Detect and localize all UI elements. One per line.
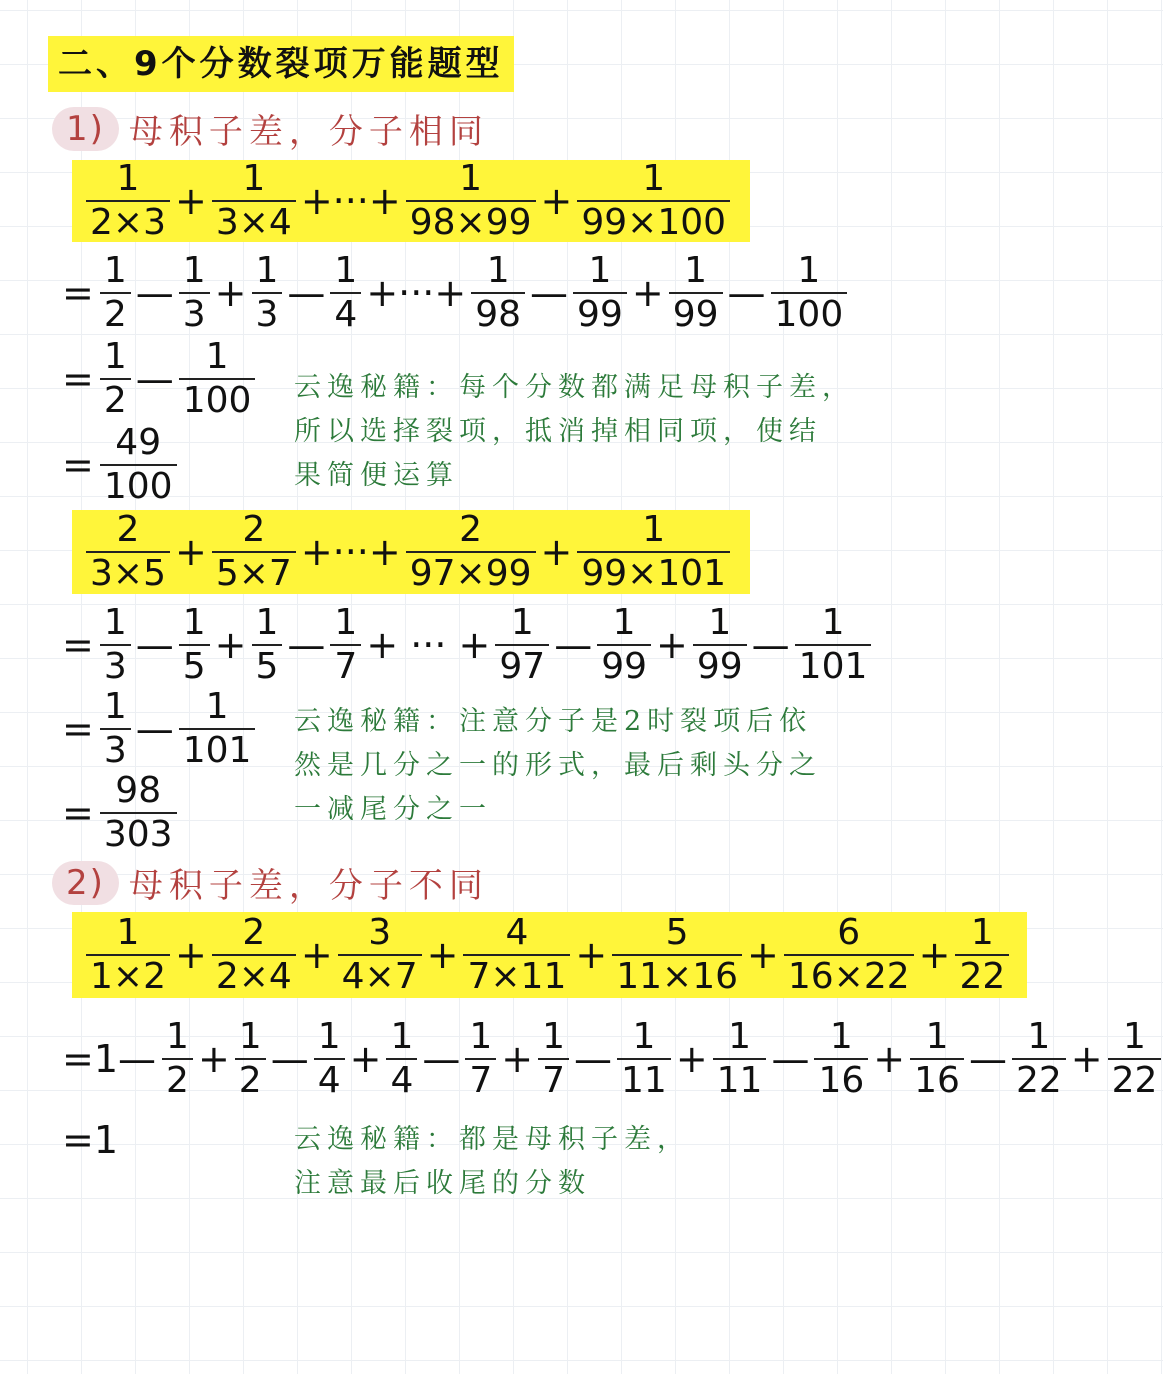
fraction bbox=[86, 158, 170, 243]
tip-line: 果简便运算 bbox=[294, 460, 459, 491]
tip-line: 云逸秘籍：每个分数都满足母积子差， bbox=[294, 372, 855, 403]
operator: — bbox=[135, 357, 174, 401]
subsection-1-heading bbox=[52, 104, 489, 153]
operator: +···+ bbox=[366, 271, 467, 315]
example-1-result bbox=[62, 424, 179, 506]
denominator: 22 bbox=[955, 954, 1009, 995]
example-2-expression bbox=[72, 510, 750, 594]
numerator: 4 bbox=[505, 912, 529, 953]
operator: + bbox=[675, 1037, 708, 1081]
subsection-2-heading bbox=[52, 858, 489, 907]
tip-line: 云逸秘籍：都是母积子差， bbox=[294, 1124, 690, 1155]
numerator: 49 bbox=[115, 422, 162, 463]
denominator: 3×4 bbox=[212, 200, 296, 241]
numerator: 1 bbox=[238, 1016, 262, 1057]
numerator: 1 bbox=[242, 158, 266, 199]
numerator: 1 bbox=[970, 912, 994, 953]
denominator: 2 bbox=[162, 1058, 193, 1099]
subsection-2-number: 2) bbox=[52, 861, 119, 905]
denominator: 7 bbox=[330, 644, 361, 685]
denominator: 98 bbox=[471, 292, 525, 333]
numerator: 2 bbox=[459, 509, 483, 550]
denominator: 22 bbox=[1012, 1058, 1066, 1099]
operator: + bbox=[300, 933, 333, 977]
operator: — bbox=[771, 1037, 810, 1081]
operator: +···+ bbox=[300, 179, 401, 223]
operator: — bbox=[574, 1037, 612, 1081]
operator: — bbox=[968, 1037, 1007, 1081]
denominator: 4 bbox=[386, 1058, 417, 1099]
denominator: 16 bbox=[814, 1058, 868, 1099]
numerator: 1 bbox=[642, 158, 666, 199]
tip-line: 一减尾分之一 bbox=[294, 794, 492, 825]
operator: + bbox=[174, 179, 207, 223]
fraction bbox=[771, 250, 848, 335]
operator: + bbox=[918, 933, 951, 977]
fraction bbox=[577, 158, 730, 243]
denominator: 303 bbox=[100, 812, 177, 853]
denominator: 5×7 bbox=[212, 551, 296, 592]
fraction bbox=[538, 1016, 569, 1101]
denominator: 99×101 bbox=[577, 551, 730, 592]
denominator: 11 bbox=[617, 1058, 671, 1099]
fraction bbox=[495, 602, 549, 687]
numerator: 1 bbox=[103, 686, 127, 727]
fraction bbox=[597, 602, 651, 687]
denominator: 2×3 bbox=[86, 200, 170, 241]
fraction bbox=[252, 250, 283, 335]
tip-line: 注意最后收尾的分数 bbox=[294, 1168, 591, 1199]
equals-sign: = bbox=[62, 791, 94, 835]
numerator: 1 bbox=[116, 912, 140, 953]
subsection-1-number: 1) bbox=[52, 107, 119, 151]
denominator: 7 bbox=[538, 1058, 569, 1099]
fraction bbox=[162, 1016, 193, 1101]
denominator: 11×16 bbox=[612, 954, 742, 995]
fraction bbox=[669, 250, 723, 335]
numerator: 1 bbox=[542, 1016, 565, 1057]
fraction bbox=[179, 336, 256, 421]
fraction bbox=[252, 602, 283, 687]
operator: — bbox=[554, 623, 593, 667]
fraction bbox=[212, 158, 296, 243]
numerator: 1 bbox=[632, 1016, 656, 1057]
denominator: 99 bbox=[573, 292, 627, 333]
denominator: 5 bbox=[179, 644, 210, 685]
denominator: 5 bbox=[252, 644, 283, 685]
denominator: 99 bbox=[693, 644, 747, 685]
equals-sign: = bbox=[62, 271, 94, 315]
numerator: 1 bbox=[103, 336, 127, 377]
operator: — bbox=[287, 271, 326, 315]
operator: + bbox=[747, 933, 779, 977]
denominator: 4 bbox=[314, 1058, 345, 1099]
operator: — bbox=[422, 1037, 461, 1081]
numerator: 1 bbox=[642, 509, 666, 550]
numerator: 1 bbox=[925, 1016, 949, 1057]
numerator: 1 bbox=[116, 158, 140, 199]
fraction bbox=[386, 1016, 417, 1101]
denominator: 99 bbox=[597, 644, 651, 685]
denominator: 11 bbox=[713, 1058, 767, 1099]
numerator: 1 bbox=[334, 602, 358, 643]
numerator: 1 bbox=[510, 602, 534, 643]
numerator: 6 bbox=[837, 912, 861, 953]
example-2-step-1 bbox=[62, 604, 873, 686]
numerator: 1 bbox=[103, 250, 127, 291]
fraction bbox=[179, 686, 256, 771]
denominator: 16 bbox=[910, 1058, 964, 1099]
equals-sign: = bbox=[62, 623, 94, 667]
fraction bbox=[100, 770, 177, 855]
subsection-2-label: 母积子差，分子不同 bbox=[128, 866, 489, 906]
denominator: 16×22 bbox=[784, 954, 914, 995]
denominator: 4×7 bbox=[338, 954, 422, 995]
subsection-1-label: 母积子差，分子相同 bbox=[128, 112, 489, 152]
denominator: 3×5 bbox=[86, 551, 170, 592]
numerator: 1 bbox=[390, 1016, 414, 1057]
denominator: 3 bbox=[100, 644, 131, 685]
operator: + bbox=[575, 933, 608, 977]
operator: + bbox=[1070, 1037, 1103, 1081]
fraction bbox=[86, 509, 170, 594]
fraction bbox=[573, 250, 627, 335]
numerator: 1 bbox=[182, 250, 206, 291]
fraction bbox=[1012, 1016, 1066, 1101]
numerator: 3 bbox=[368, 912, 392, 953]
numerator: 98 bbox=[115, 770, 162, 811]
fraction bbox=[100, 602, 131, 687]
fraction bbox=[617, 1016, 671, 1101]
denominator: 3 bbox=[100, 728, 131, 769]
example-1-step-2 bbox=[62, 338, 257, 420]
denominator: 97×99 bbox=[406, 551, 536, 592]
numerator: 1 bbox=[684, 250, 708, 291]
denominator: 1×2 bbox=[86, 954, 170, 995]
operator: + bbox=[214, 271, 247, 315]
fraction bbox=[100, 250, 131, 335]
operator: + bbox=[631, 271, 664, 315]
numerator: 2 bbox=[116, 509, 140, 550]
fraction bbox=[814, 1016, 868, 1101]
fraction bbox=[86, 912, 170, 997]
operator: — bbox=[135, 271, 174, 315]
example-1-tip bbox=[294, 366, 894, 498]
fraction bbox=[179, 250, 210, 335]
denominator: 101 bbox=[179, 728, 256, 769]
operator: + bbox=[656, 623, 688, 667]
tip-line: 云逸秘籍：注意分子是2时裂项后依 bbox=[294, 706, 813, 737]
numerator: 1 bbox=[255, 602, 279, 643]
numerator: 1 bbox=[469, 1016, 493, 1057]
denominator: 99 bbox=[669, 292, 723, 333]
operator: + bbox=[174, 933, 207, 977]
denominator: 100 bbox=[771, 292, 848, 333]
fraction bbox=[1108, 1016, 1162, 1101]
operator: + ··· + bbox=[366, 623, 491, 667]
fraction bbox=[212, 509, 296, 594]
fraction bbox=[955, 912, 1009, 997]
numerator: 1 bbox=[459, 158, 483, 199]
fraction bbox=[212, 912, 296, 997]
operator: + bbox=[197, 1037, 230, 1081]
fraction bbox=[330, 602, 361, 687]
fraction bbox=[235, 1016, 266, 1101]
numerator: 1 bbox=[728, 1016, 752, 1057]
numerator: 1 bbox=[334, 250, 358, 291]
numerator: 1 bbox=[103, 602, 127, 643]
operator: + bbox=[540, 530, 573, 574]
fraction bbox=[471, 250, 525, 335]
operator: +···+ bbox=[300, 530, 401, 574]
numerator: 1 bbox=[166, 1016, 189, 1057]
denominator: 2 bbox=[100, 378, 131, 419]
denominator: 7×11 bbox=[463, 954, 570, 995]
denominator: 3 bbox=[179, 292, 210, 333]
numerator: 1 bbox=[797, 250, 821, 291]
operator: + bbox=[349, 1037, 382, 1081]
numerator: 2 bbox=[242, 509, 266, 550]
denominator: 100 bbox=[179, 378, 256, 419]
fraction bbox=[465, 1016, 496, 1101]
denominator: 7 bbox=[465, 1058, 496, 1099]
denominator: 97 bbox=[495, 644, 549, 685]
denominator: 99×100 bbox=[577, 200, 730, 241]
fraction bbox=[100, 686, 131, 771]
fraction bbox=[406, 509, 536, 594]
denominator: 2 bbox=[235, 1058, 266, 1099]
fraction bbox=[463, 912, 570, 997]
fraction bbox=[330, 250, 361, 335]
denominator: 2 bbox=[100, 292, 131, 333]
operator: — bbox=[287, 623, 326, 667]
example-1-step-1 bbox=[62, 252, 849, 334]
operator: — bbox=[727, 271, 766, 315]
example-3-step-1 bbox=[62, 1018, 1163, 1100]
operator: + bbox=[214, 623, 247, 667]
operator: + bbox=[540, 179, 573, 223]
fraction bbox=[179, 602, 210, 687]
example-2-tip bbox=[294, 700, 894, 832]
numerator: 1 bbox=[588, 250, 612, 291]
example-3-expression bbox=[72, 912, 1027, 998]
fraction bbox=[795, 602, 872, 687]
tip-line: 然是几分之一的形式，最后剩头分之 bbox=[294, 750, 822, 781]
denominator: 100 bbox=[100, 464, 177, 505]
fraction bbox=[612, 912, 742, 997]
denominator: 22 bbox=[1108, 1058, 1162, 1099]
example-3-tip bbox=[294, 1118, 894, 1206]
numerator: 1 bbox=[255, 250, 279, 291]
operator: — bbox=[270, 1037, 309, 1081]
operator: + bbox=[426, 933, 459, 977]
fraction bbox=[784, 912, 914, 997]
operator: — bbox=[751, 623, 790, 667]
numerator: 1 bbox=[821, 602, 845, 643]
operator: + bbox=[174, 530, 207, 574]
denominator: 98×99 bbox=[406, 200, 536, 241]
fraction bbox=[406, 158, 536, 243]
denominator: 4 bbox=[330, 292, 361, 333]
example-3-result bbox=[62, 1118, 122, 1162]
numerator: 1 bbox=[708, 602, 732, 643]
denominator: 3 bbox=[252, 292, 283, 333]
numerator: 1 bbox=[205, 686, 229, 727]
numerator: 1 bbox=[486, 250, 510, 291]
numerator: 1 bbox=[1027, 1016, 1051, 1057]
fraction bbox=[100, 336, 131, 421]
equals-sign: = bbox=[62, 443, 94, 487]
operator: + bbox=[873, 1037, 906, 1081]
equals-sign: =1— bbox=[62, 1037, 157, 1081]
numerator: 1 bbox=[829, 1016, 853, 1057]
example-2-result bbox=[62, 772, 179, 854]
operator: — bbox=[135, 623, 174, 667]
numerator: 1 bbox=[1123, 1016, 1146, 1057]
operator: + bbox=[501, 1037, 534, 1081]
numerator: 2 bbox=[242, 912, 266, 953]
numerator: 1 bbox=[317, 1016, 341, 1057]
fraction bbox=[314, 1016, 345, 1101]
fraction bbox=[910, 1016, 964, 1101]
fraction bbox=[713, 1016, 767, 1101]
operator: — bbox=[530, 271, 569, 315]
section-title: 二、9个分数裂项万能题型 bbox=[48, 36, 514, 92]
numerator: 1 bbox=[182, 602, 206, 643]
fraction bbox=[693, 602, 747, 687]
equals-sign: = bbox=[62, 707, 94, 751]
denominator: 2×4 bbox=[212, 954, 296, 995]
fraction bbox=[100, 422, 177, 507]
numerator: 1 bbox=[205, 336, 229, 377]
denominator: 101 bbox=[795, 644, 872, 685]
fraction bbox=[577, 509, 730, 594]
example-3-result-value: =1 bbox=[62, 1118, 119, 1162]
tip-line: 所以选择裂项，抵消掉相同项，使结 bbox=[294, 416, 822, 447]
operator: — bbox=[135, 707, 174, 751]
numerator: 1 bbox=[612, 602, 636, 643]
example-2-step-2 bbox=[62, 688, 257, 770]
example-1-expression bbox=[72, 160, 750, 242]
equals-sign: = bbox=[62, 357, 94, 401]
numerator: 5 bbox=[665, 912, 689, 953]
fraction bbox=[338, 912, 422, 997]
